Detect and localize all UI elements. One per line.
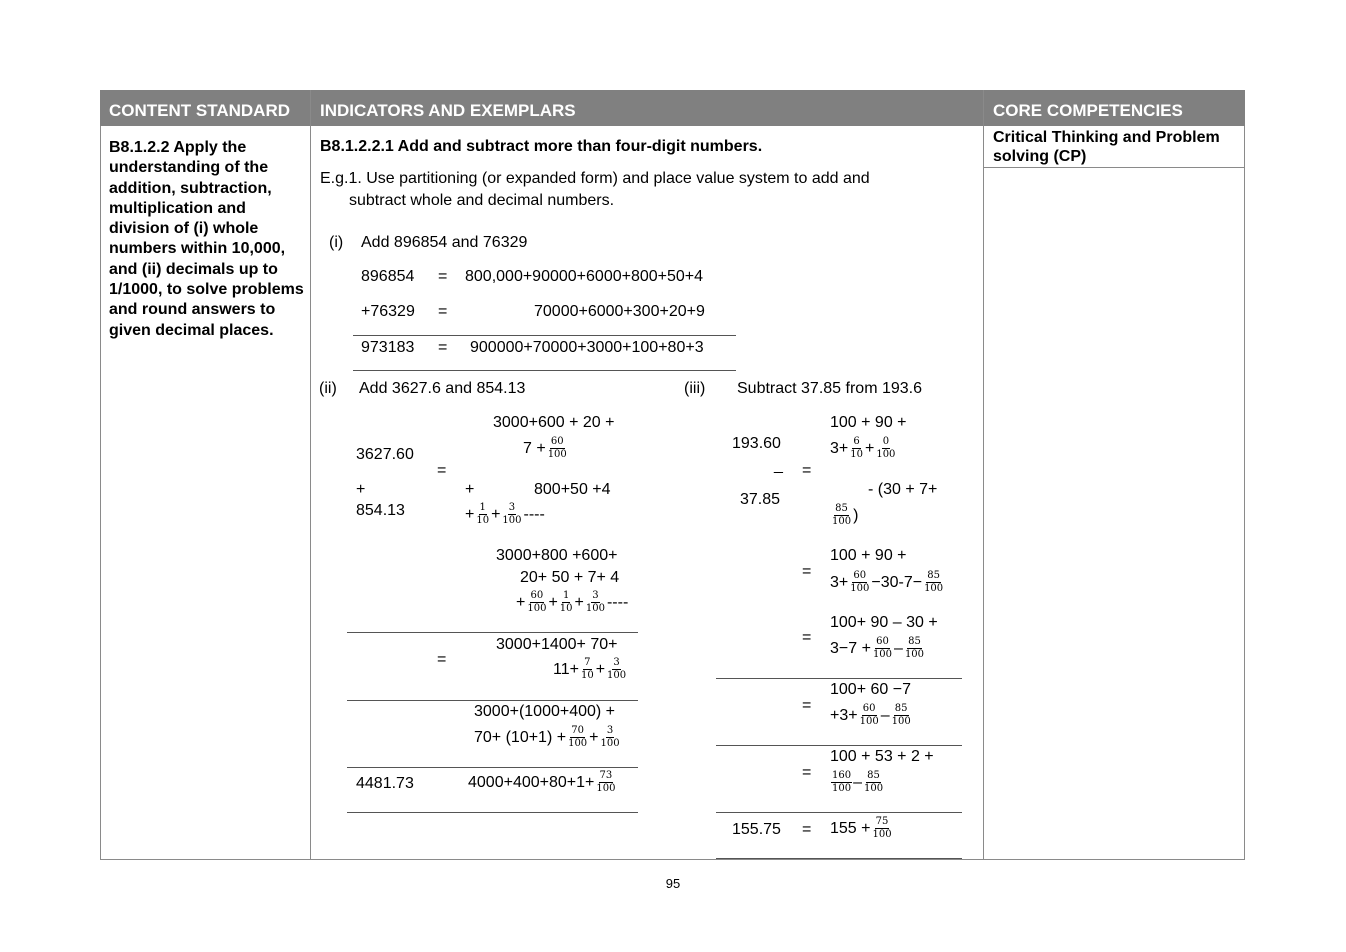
- denominator: 100: [600, 738, 620, 750]
- sum-line: [716, 745, 962, 746]
- denominator: 100: [832, 516, 852, 528]
- part-i-row-right: 800,000+90000+6000+800+50+4: [465, 268, 704, 285]
- header-core-competencies: CORE COMPETENCIES: [984, 90, 1245, 126]
- numerator: 75: [875, 816, 889, 828]
- sum-line: [347, 812, 638, 813]
- part-iii-result: 155.75: [732, 821, 781, 838]
- expanded-term: +3+ $\frac{60}{100}$ – $\frac{85}{100}$: [830, 703, 911, 728]
- expanded-term: + $\frac{1}{10}$ + $\frac{3}{100}$ ----: [465, 502, 545, 527]
- expanded-term: - (30 + 7+: [868, 481, 938, 498]
- part-ii-label: (ii): [319, 380, 337, 397]
- denominator: 100: [596, 783, 616, 795]
- page-number: 95: [665, 876, 681, 891]
- denominator: 10: [476, 515, 490, 527]
- expanded-term: 3+ $\frac{60}{100}$ −30-7− $\frac{85}{100}$: [830, 570, 944, 595]
- denominator: 100: [872, 829, 892, 841]
- fraction: [567, 726, 588, 749]
- plus-sign: +: [465, 481, 475, 498]
- denominator: 100: [502, 515, 522, 527]
- header-indicators: INDICATORS AND EXEMPLARS: [311, 90, 983, 126]
- numerator: 85: [867, 770, 880, 782]
- denominator: 10: [559, 603, 573, 615]
- part-iii-label: (iii): [684, 380, 706, 397]
- fraction: [872, 637, 893, 660]
- sum-line: [716, 812, 962, 813]
- equals-sign: =: [802, 821, 812, 838]
- expanded-term: $\frac{160}{100}$ – $\frac{85}{100}$: [832, 770, 884, 795]
- fraction: [547, 437, 568, 460]
- equals-sign: =: [802, 462, 812, 479]
- denominator: 100: [924, 583, 944, 595]
- numerator: 60: [550, 436, 564, 448]
- sum-line: [353, 335, 736, 336]
- sum-line: [347, 632, 638, 633]
- plus-sign: +: [356, 481, 366, 498]
- sum-line: [353, 370, 736, 371]
- numerator: 60: [862, 703, 876, 715]
- expanded-term: 155 + $\frac{75}{100}$: [830, 816, 892, 841]
- part-ii-task: Add 3627.6 and 854.13: [359, 380, 526, 397]
- fraction: [859, 704, 880, 727]
- equals-sign: =: [438, 339, 448, 356]
- denominator: 100: [547, 449, 567, 461]
- example-text-line2: subtract whole and decimal numbers.: [349, 192, 615, 209]
- part-i-task: Add 896854 and 76329: [361, 234, 528, 251]
- part-iii-number-2: 37.85: [740, 491, 781, 508]
- fraction: [475, 503, 490, 526]
- numerator: 60: [876, 636, 889, 648]
- numerator: 70: [571, 725, 584, 737]
- expanded-term: 3−7 + $\frac{60}{100}$ – $\frac{85}{100}$: [830, 636, 925, 661]
- denominator: 10: [580, 670, 594, 682]
- denominator: 100: [904, 649, 925, 661]
- expanded-term: 70+ (10+1) + $\frac{70}{100}$ + $\frac{3}{100}$: [474, 725, 620, 750]
- numerator: 85: [894, 703, 908, 715]
- fraction: [849, 437, 864, 460]
- numerator: 85: [927, 570, 940, 582]
- column-divider: [983, 90, 984, 860]
- numerator: 3: [606, 725, 614, 737]
- expanded-term: 100+ 90 – 30 +: [830, 614, 938, 631]
- fraction: [863, 771, 884, 794]
- numerator: 60: [530, 590, 544, 602]
- indicator-title: B8.1.2.2.1 Add and subtract more than four-digit numbers.: [320, 138, 763, 155]
- denominator: 100: [859, 716, 879, 728]
- content-standard-text: B8.1.2.2 Apply the understanding of the addition, subtraction, multiplication and division of (i) whole numbers within 10,000, and (ii) decimals up to 1/1000, to solve problems and round answers to given decimal places.: [109, 139, 304, 339]
- column-divider: [310, 90, 311, 860]
- part-ii-number-2: 854.13: [356, 502, 405, 519]
- part-i-result-right: 900000+70000+3000+100+80+3: [470, 339, 704, 356]
- expanded-term: 4000+400+80+1+ $\frac{73}{100}$: [468, 770, 616, 795]
- expanded-term: 20+ 50 + 7+ 4: [520, 569, 620, 586]
- fraction: [585, 591, 606, 614]
- expanded-term: 3+ $\frac{6}{10}$ + $\frac{0}{100}$: [830, 436, 896, 461]
- fraction: [871, 817, 892, 840]
- denominator: 100: [832, 783, 852, 795]
- denominator: 100: [876, 449, 896, 461]
- denominator: 100: [568, 738, 588, 750]
- equals-sign: =: [437, 462, 447, 479]
- equals-sign: =: [438, 268, 448, 285]
- fraction: [891, 704, 912, 727]
- example-text-line1: E.g.1. Use partitioning (or expanded form) and place value system to add and: [320, 170, 870, 187]
- denominator: 100: [850, 583, 870, 595]
- fraction: [923, 571, 944, 594]
- denominator: 100: [891, 716, 911, 728]
- fraction: [526, 591, 547, 614]
- sum-line: [716, 858, 962, 859]
- part-i-row-left: 896854: [361, 268, 415, 285]
- numerator: 3: [613, 657, 620, 669]
- fraction: [606, 658, 627, 681]
- fraction: [849, 571, 870, 594]
- expanded-term: 3000+(1000+400) +: [474, 703, 616, 720]
- equals-sign: =: [437, 651, 447, 668]
- numerator: 85: [908, 636, 921, 648]
- part-ii-number-1: 3627.60: [356, 446, 414, 463]
- fraction: [595, 771, 616, 794]
- numerator: 1: [479, 502, 486, 514]
- part-ii-result: 4481.73: [356, 775, 414, 792]
- numerator: 60: [853, 570, 867, 582]
- expanded-term: 100 + 53 + 2 +: [830, 748, 934, 765]
- denominator: 100: [864, 783, 884, 795]
- numerator: 0: [882, 436, 890, 448]
- sum-line: [716, 678, 962, 679]
- denominator: 10: [850, 449, 863, 461]
- expanded-term: 100 + 90 +: [830, 547, 907, 564]
- expanded-term: 800+50 +4: [534, 481, 611, 498]
- denominator: 100: [527, 603, 547, 615]
- equals-sign: =: [802, 629, 812, 646]
- expanded-term: + $\frac{60}{100}$ + $\frac{1}{10}$ + $\frac{3}{100}$ ----: [516, 590, 629, 615]
- numerator: 1: [562, 590, 570, 602]
- equals-sign: =: [802, 563, 812, 580]
- expanded-term: 3000+600 + 20 +: [493, 414, 615, 431]
- expanded-term: 100+ 60 −7: [830, 681, 911, 698]
- numerator: 3: [592, 590, 599, 602]
- header-content-standard: CONTENT STANDARD: [100, 90, 310, 126]
- part-iii-number-1: 193.60: [732, 435, 781, 452]
- equals-sign: =: [438, 303, 448, 320]
- fraction: [875, 437, 896, 460]
- expanded-term: 100 + 90 +: [830, 414, 907, 431]
- sum-line: [347, 700, 638, 701]
- numerator: 7: [584, 657, 591, 669]
- part-iii-task: Subtract 37.85 from 193.6: [737, 380, 922, 397]
- numerator: 3: [508, 502, 516, 514]
- expanded-term: 11+ $\frac{7}{10}$ + $\frac{3}{100}$: [553, 657, 627, 682]
- denominator: 100: [872, 649, 893, 661]
- numerator: 73: [599, 770, 613, 782]
- part-i-label: (i): [329, 234, 344, 251]
- part-i-row-right: 70000+6000+300+20+9: [534, 303, 705, 320]
- fraction: [831, 771, 852, 794]
- fraction: [580, 658, 595, 681]
- expanded-term: $\frac{85}{100}$ ): [832, 503, 859, 528]
- numerator: 160: [832, 770, 852, 782]
- expanded-term: 7 + $\frac{60}{100}$: [523, 436, 567, 461]
- numerator: 85: [835, 503, 848, 515]
- part-i-row-left: +76329: [361, 303, 415, 320]
- competency-text: Critical Thinking and Problem solving (CP): [993, 129, 1220, 165]
- fraction: [831, 504, 852, 527]
- minus-sign: _: [774, 457, 783, 474]
- equals-sign: =: [802, 697, 812, 714]
- fraction: [904, 637, 925, 660]
- fraction: [501, 503, 522, 526]
- denominator: 100: [607, 670, 627, 682]
- expanded-term: 3000+1400+ 70+: [496, 636, 618, 653]
- fraction: [559, 591, 574, 614]
- fraction: [600, 726, 621, 749]
- denominator: 100: [585, 603, 605, 615]
- expanded-term: 3000+800 +600+: [496, 547, 618, 564]
- part-i-result-left: 973183: [361, 339, 415, 356]
- competency-divider: [983, 167, 1245, 168]
- numerator: 6: [853, 436, 860, 448]
- equals-sign: =: [802, 764, 812, 781]
